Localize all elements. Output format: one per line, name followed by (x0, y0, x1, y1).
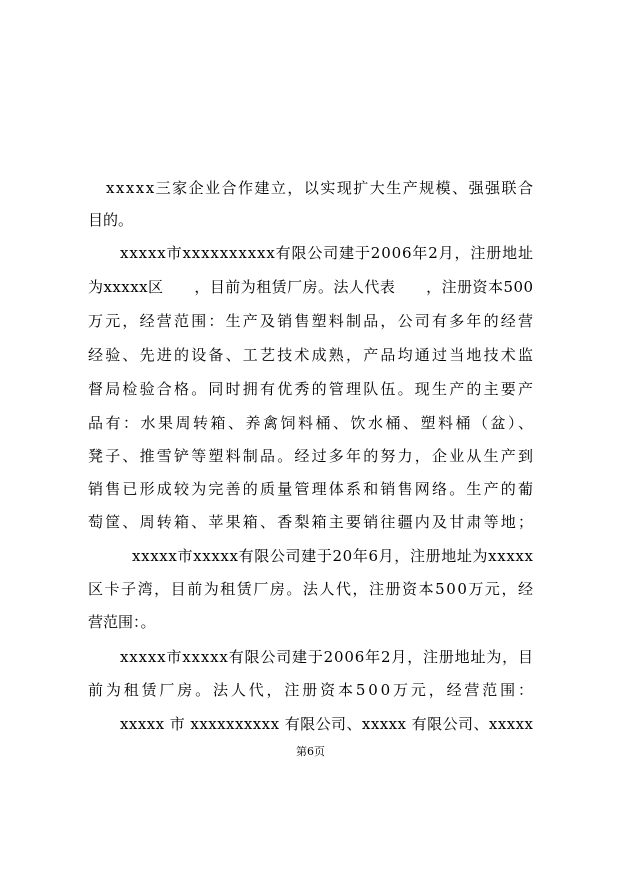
page-number: 第6页 (296, 745, 325, 758)
paragraph-2-line-3: 万元，经营范围：生产及销售塑料制品，公司有多年的经营 (88, 312, 536, 330)
paragraph-2-line-1: xxxxx市xxxxxxxxxx有限公司建于2006年2月，注册地址 (120, 244, 534, 262)
paragraph-2-line-2: 为xxxxx区 ，目前为租赁厂房。法人代表 ，注册资本500 (88, 278, 534, 296)
paragraph-4-line-2: 前为租赁厂房。法人代，注册资本500万元，经营范围： (88, 681, 536, 699)
paragraph-1-line-1: xxxxx三家企业合作建立，以实现扩大生产规模、强强联合 (106, 179, 535, 197)
paragraph-1-line-2: 目的。 (88, 211, 134, 229)
paragraph-3-line-3: 营范围：。 (88, 613, 156, 631)
paragraph-2-line-8: 销售已形成较为完善的质量管理体系和销售网络。生产的葡 (88, 480, 536, 498)
paragraph-2-line-9: 萄筐、周转箱、苹果箱、香梨箱主要销往疆内及甘肃等地； (88, 513, 536, 531)
paragraph-4-line-1: xxxxx市xxxxx有限公司建于2006年2月，注册地址为，目 (120, 648, 534, 666)
paragraph-3-line-2: 区卡子湾，目前为租赁厂房。法人代，注册资本500万元，经 (88, 580, 535, 598)
paragraph-2-line-4: 经验、先进的设备、工艺技术成熟，产品均通过当地技术监 (88, 346, 536, 364)
paragraph-2-line-5: 督局检验合格。同时拥有优秀的管理队伍。现生产的主要产 (88, 380, 536, 398)
paragraph-2-line-7: 凳子、推雪铲等塑料制品。经过多年的努力，企业从生产到 (88, 447, 536, 465)
paragraph-3-line-1: xxxxx市xxxxx有限公司建于20年6月，注册地址为xxxxx (132, 547, 534, 565)
paragraph-2-line-6: 品有：水果周转箱、养禽饲料桶、饮水桶、塑料桶（盆）、 (88, 414, 536, 432)
paragraph-5-line-1: xxxxx 市 xxxxxxxxxx 有限公司、xxxxx 有限公司、xxxxx (120, 715, 534, 733)
